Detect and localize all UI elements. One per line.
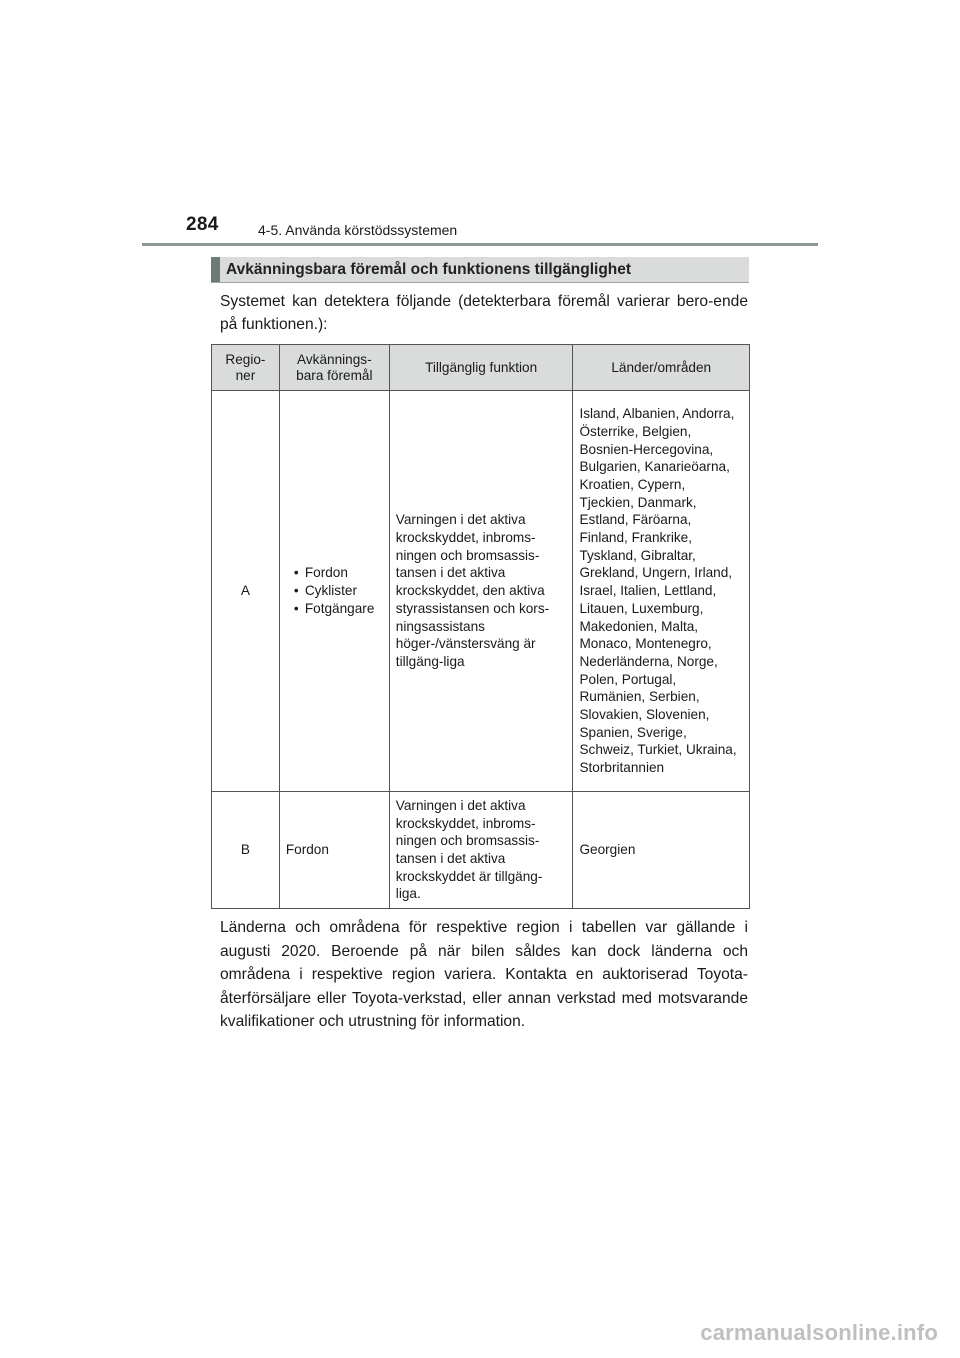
objects-cell: [279, 391, 389, 792]
header-countries: Länder/områden: [573, 345, 750, 391]
object-item: • Fordon: [294, 564, 383, 582]
chapter-title: 4-5. Använda körstödssystemen: [258, 222, 458, 238]
header-function: Tillgänglig funktion: [389, 345, 573, 391]
countries-cell: Island, Albanien, Andorra, Österrike, Belgien, Bosnien-Hercegovina, Bulgarien, Kanarieöarna, Kroatien, Cypern, Tjeckien, Danmark, Estland, Färöarna, Finland, Frankrike, Tyskland, Gibraltar, Grekland, Ungern, Irland, Israel, Italien, Lettland, Litauen, Luxemburg, Makedonien, Malta, Monaco, Montenegro, Nederländerna, Norge, Polen, Portugal, Rumänien, Serbien, Slovakien, Slovenien, Spanien, Sverige, Schweiz, Turkiet, Ukraina, Storbritannien: [573, 391, 750, 792]
watermark: carmanualsonline.info: [700, 1320, 938, 1345]
section-heading-text: Avkänningsbara föremål och funktionens tillgänglighet: [226, 261, 632, 278]
section-heading-accent-bar: [211, 257, 220, 282]
countries-cell: Georgien: [573, 792, 750, 909]
outro-paragraph: Länderna och områdena för respektive region i tabellen var gällande i augusti 2020. Beroende på när bilen såldes kan dock länderna och områdena i respektive region variera. Kontakta en auktoriserad Toyota-återförsäljare eller Toyota-verkstad, eller annan verkstad med motsvarande kvalifikationer och utrustning för information.: [220, 919, 748, 1031]
object-item: • Cyklister: [294, 582, 383, 600]
region-cell: B: [212, 792, 280, 909]
header-objects: Avkännings-bara föremål: [279, 345, 389, 391]
header-divider: [142, 243, 818, 246]
header-regions: Regio-ner: [212, 345, 280, 391]
table-row: [212, 391, 750, 792]
table-row: [212, 792, 750, 909]
region-cell: A: [212, 391, 280, 792]
function-cell: Varningen i det aktiva krockskyddet, inbroms-ningen och bromsassis-tansen i det aktiva krockskyddet, den aktiva styrassistansen och kors-ningsassistans höger-/vänstersväng är tillgäng-liga: [389, 391, 573, 792]
function-cell: Varningen i det aktiva krockskyddet, inbroms-ningen och bromsassis-tansen i det aktiva krockskyddet är tillgäng-liga.: [389, 792, 573, 909]
intro-paragraph: Systemet kan detektera följande (detekterbara föremål varierar bero-ende på funktionen.):: [220, 293, 748, 333]
page-number: 284: [186, 214, 219, 235]
object-item: • Fotgängare: [294, 600, 383, 618]
table-header-row: [212, 345, 750, 391]
section-heading: [211, 257, 749, 283]
regions-table: [211, 344, 750, 909]
objects-cell: Fordon: [279, 792, 389, 909]
